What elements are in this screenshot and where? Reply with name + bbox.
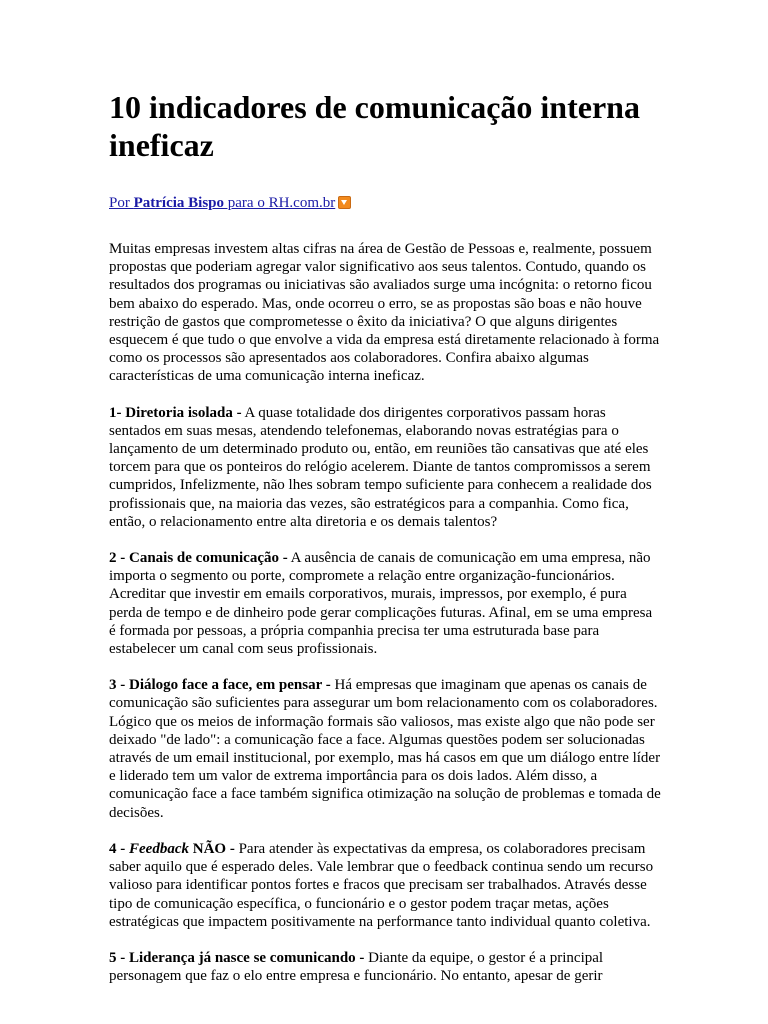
rss-feed-icon[interactable]: [338, 196, 351, 209]
item-1-heading: 1- Diretoria isolada -: [109, 404, 242, 421]
item-2-heading: 2 - Canais de comunicação -: [109, 550, 288, 567]
item-5-heading: 5 - Liderança já nasce se comunicando -: [109, 949, 365, 966]
item-1-body: A quase totalidade dos dirigentes corporativos passam horas sentados em suas mesas, atendendo telefonemas, elaborando novas estratégias para o lançamento de um determinado produto ou, então, em reuniões tão cansativas que até eles torcem para que os ponteiros do relógio acelerem. Diante de tantos compromissos a serem cumpridos, Infelizmente, não lhes sobram tempo suficiente para conhecem a realidade dos profissionais que, na maioria das vezes, são estratégicos para a companhia. Como fica, então, o relacionamento entre alta diretoria e os demais talentos?: [109, 404, 652, 530]
article-title: 10 indicadores de comunicação interna ineficaz: [109, 89, 640, 163]
byline-middle: para o: [224, 195, 269, 211]
item-4-heading: [109, 841, 235, 857]
author-name: Patrícia Bispo: [133, 195, 225, 211]
item-5-paragraph: [109, 949, 661, 985]
article: [109, 88, 661, 1003]
item-4-heading-prefix: 4 -: [109, 840, 129, 857]
item-3-paragraph: [109, 676, 661, 822]
item-2-body: A ausência de canais de comunicação em uma empresa, não importa o segmento ou porte, compromete a relação entre organização-funcionários. Acreditar que investir em emails corporativos, murais, impressos, por exemplo, é pura perda de tempo e de dinheiro pode gerar complicações futuras. Afinal, em se uma empresa é formada por pessoas, a própria companhia precisa ter uma estruturada base para estabelecer um canal com seus profissionais.: [109, 550, 653, 658]
item-3-body: Há empresas que imaginam que apenas os canais de comunicação são suficientes para assegurar um bom relacionamento com os colaboradores. Lógico que os meios de informação formais são valiosos, mas existe algo que não pode ser deixado "de lado": a comunicação face a face. Algumas questões podem ser solucionadas através de um email institucional, por exemplo, mas há casos em que um diálogo entre líder e liderado tem um valor de extrema importância para os dois lados. Além disso, a comunicação face a face também significa otimização na solução de problemas e tomada de decisões.: [109, 677, 661, 821]
item-2-paragraph: [109, 549, 661, 658]
item-4-heading-italic: Feedback: [129, 840, 189, 857]
item-3-heading: 3 - Diálogo face a face, em pensar -: [109, 677, 331, 694]
item-4-body: Para atender às expectativas da empresa, os colaboradores precisam saber aquilo que é esperado deles. Vale lembrar que o feedback continua sendo um recurso valioso para identificar pontos fortes e fracos que precisam ser trabalhados. Através desse tipo de comunicação específica, o funcionário e o gestor podem traçar metas, ações estratégicas que impactem positivamente na performance tanto individual quanto coletiva.: [109, 840, 654, 930]
byline: [109, 194, 661, 212]
source-name: RH.com.br: [268, 195, 336, 211]
item-4-heading-suffix: NÃO -: [188, 840, 235, 857]
byline-prefix: Por: [109, 195, 134, 211]
intro-paragraph: Muitas empresas investem altas cifras na área de Gestão de Pessoas e, realmente, possuem propostas que poderiam agregar valor significativo aos seus talentos. Contudo, quando os resultados dos programas ou iniciativas são avaliados surge uma incógnita: o retorno ficou bem abaixo do esperado. Mas, onde ocorreu o erro, se as propostas são boas e não houve restrição de gastos que comprometesse o êxito da iniciativa? O que alguns dirigentes esquecem é que tudo o que envolve a vida da empresa está diretamente relacionado à forma como os processos são apresentados aos colaboradores. Confira abaixo algumas características de uma comunicação interna ineficaz.: [109, 241, 660, 385]
byline-link[interactable]: [109, 195, 335, 211]
item-4-paragraph: [109, 840, 661, 931]
item-5-body: Diante da equipe, o gestor é a principal personagem que faz o elo entre empresa e funcionário. No entanto, apesar de gerir: [109, 949, 604, 985]
item-1-paragraph: [109, 404, 661, 531]
